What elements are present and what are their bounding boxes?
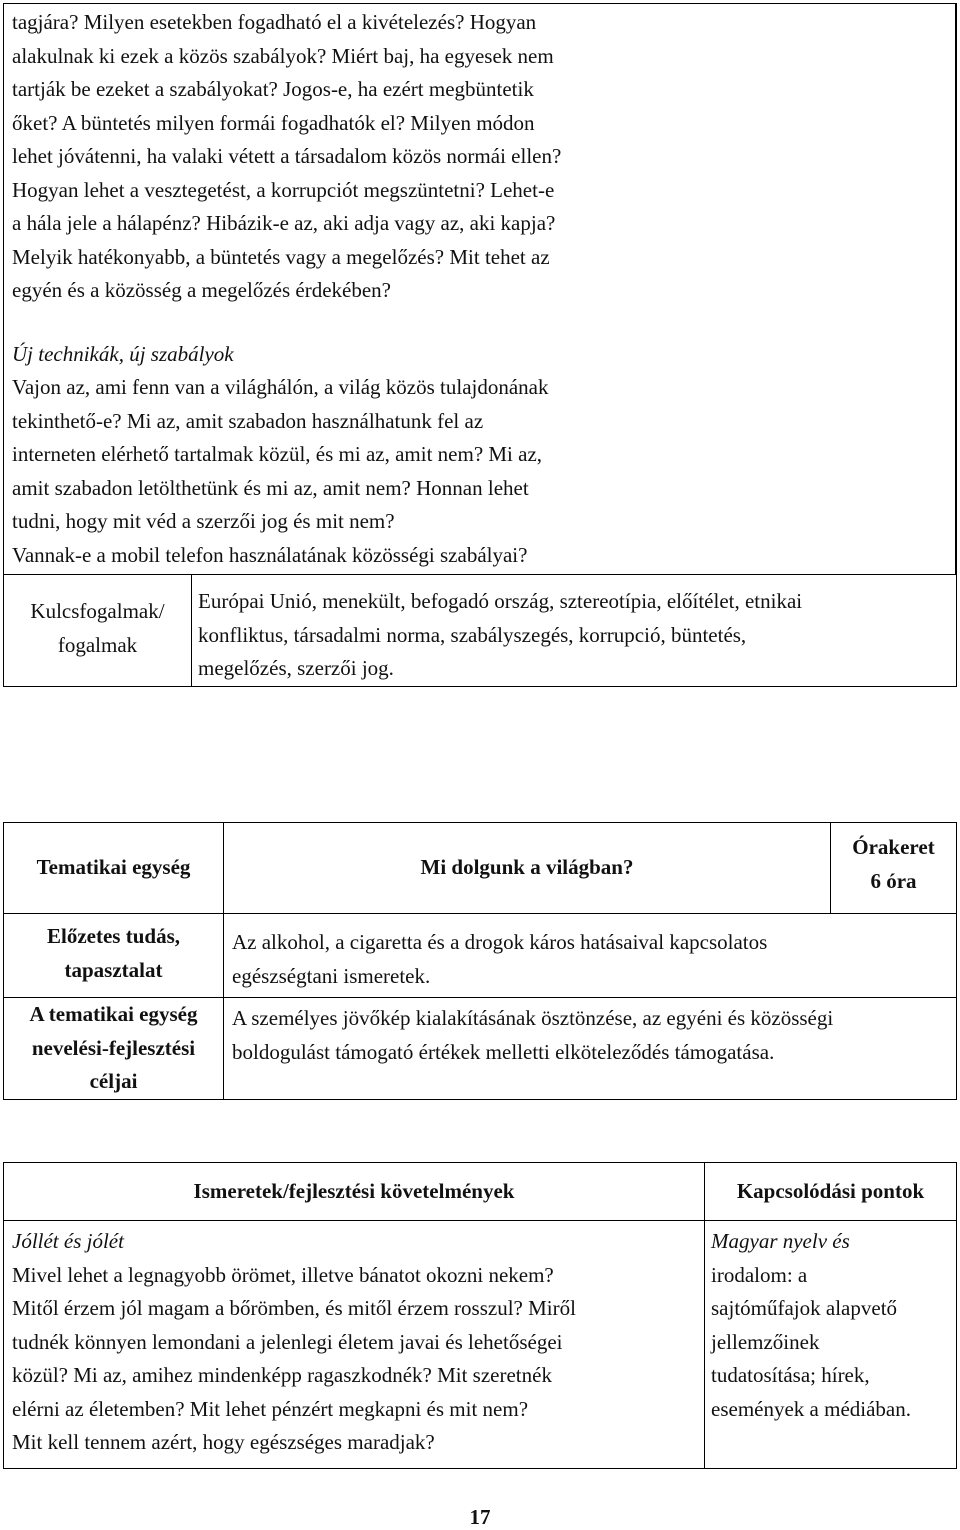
requirements-subheading: Jóllét és jólét	[12, 1229, 124, 1253]
text-line: Melyik hatékonyabb, a büntetés vagy a megelőzés? Mit tehet az	[12, 244, 550, 269]
unit-title: Mi dolgunk a világban?	[420, 855, 634, 880]
text-line: tagjára? Milyen esetekben fogadható el a kivételezés? Hogyan	[12, 10, 537, 34]
prior-text-cell	[224, 914, 957, 998]
prior-label-cell	[4, 914, 224, 998]
keywords-line: Európai Unió, menekült, befogadó ország, sztereotípia, előítélet, etnikai	[198, 589, 803, 613]
goals-label-cell	[4, 998, 224, 1100]
requirements-body-cell	[4, 1221, 705, 1469]
keywords-label: fogalmak	[57, 632, 138, 657]
keywords-cell	[192, 575, 957, 687]
text-line: a hála jele a hálapénz? Hibázik-e az, aki adja vagy az, aki kapja?	[12, 211, 556, 235]
requirements-header-cell	[4, 1163, 705, 1221]
prior-label: tapasztalat	[64, 957, 163, 982]
hours-cell	[831, 823, 957, 914]
unit-label: Tematikai egység	[36, 855, 191, 880]
link-line: jellemzőinek	[711, 1329, 820, 1354]
text-line: Mit kell tennem azért, hogy egészséges maradjak?	[12, 1430, 435, 1454]
unit-label-cell	[4, 823, 224, 914]
link-line: események a médiában.	[711, 1396, 911, 1421]
text-line: interneten elérhető tartalmak közül, és mi az, amit nem? Mi az,	[12, 442, 543, 466]
hours-label: Órakeret	[852, 835, 935, 859]
goals-text: A személyes jövőkép kialakításának ösztönzése, az egyéni és közösségi	[232, 1006, 834, 1030]
unit-title-cell	[224, 823, 831, 914]
link-line: tudatosítása; hírek,	[711, 1363, 870, 1387]
page-number: 17	[469, 1505, 491, 1529]
text-line: elérni az életemben? Mit lehet pénzért megkapni és mit nem?	[12, 1396, 529, 1421]
empty-side-cell	[955, 4, 957, 575]
text-line: tudnék könnyen lemondani a jelenlegi életem javai és lehetőségei	[12, 1329, 563, 1354]
links-header-cell	[705, 1163, 957, 1221]
unit-table	[3, 822, 957, 1100]
text-line: tudni, hogy mit véd a szerzői jog és mit nem?	[12, 509, 395, 533]
text-line: Mivel lehet a legnagyobb örömet, illetve bánatot okozni nekem?	[12, 1262, 554, 1287]
goals-label: A tematikai egység	[29, 1002, 198, 1026]
keywords-label-cell	[4, 575, 192, 687]
keywords-label: Kulcsfogalmak/	[30, 599, 165, 623]
requirements-table	[3, 1162, 957, 1469]
link-subject: Magyar nyelv és	[711, 1229, 850, 1253]
text-line: lehet jóvátenni, ha valaki vétett a társadalom közös normái ellen?	[12, 144, 562, 168]
subheading: Új technikák, új szabályok	[12, 341, 234, 366]
prior-text: egészségtani ismeretek.	[232, 963, 431, 988]
questions-cell	[4, 4, 956, 575]
text-line: Mitől érzem jól magam a bőrömben, és mitől érzem rosszul? Miről	[12, 1296, 576, 1320]
text-line: Vannak-e a mobil telefon használatának közösségi szabályai?	[12, 542, 528, 567]
text-line: Hogyan lehet a vesztegetést, a korrupciót megszüntetni? Lehet-e	[12, 177, 555, 202]
text-line: tekinthető-e? Mi az, amit szabadon használhatunk fel az	[12, 408, 484, 433]
hours-value: 6 óra	[870, 868, 917, 893]
links-header: Kapcsolódási pontok	[736, 1178, 925, 1203]
keywords-line: megelőzés, szerzői jog.	[198, 656, 394, 680]
text-line: tartják be ezeket a szabályokat? Jogos-e, ha ezért megbüntetik	[12, 77, 534, 101]
link-line: irodalom: a	[711, 1262, 808, 1287]
requirements-header: Ismeretek/fejlesztési követelmények	[193, 1178, 515, 1203]
content-table-1	[3, 3, 957, 687]
goals-label: nevelési-fejlesztési	[31, 1035, 196, 1060]
text-line: Vajon az, ami fenn van a világhálón, a világ közös tulajdonának	[12, 375, 549, 399]
goals-text-cell	[224, 998, 957, 1100]
text-line: amit szabadon letölthetünk és mi az, amit nem? Honnan lehet	[12, 475, 529, 500]
links-body-cell	[705, 1221, 957, 1469]
text-line: egyén és a közösség a megelőzés érdekében?	[12, 278, 391, 302]
goals-label: céljai	[89, 1069, 138, 1093]
text-line: őket? A büntetés milyen formái fogadhatók el? Milyen módon	[12, 110, 535, 135]
text-line: alakulnak ki ezek a közös szabályok? Miért baj, ha egyesek nem	[12, 43, 554, 68]
link-line: sajtóműfajok alapvető	[711, 1296, 898, 1320]
prior-text: Az alkohol, a cigaretta és a drogok káros hatásaival kapcsolatos	[232, 930, 768, 954]
goals-text: boldogulást támogató értékek melletti elköteleződés támogatása.	[232, 1039, 775, 1064]
text-line: közül? Mi az, amihez mindenképp ragaszkodnék? Mit szeretnék	[12, 1363, 552, 1387]
prior-label: Előzetes tudás,	[47, 924, 180, 948]
keywords-line: konfliktus, társadalmi norma, szabályszegés, korrupció, büntetés,	[198, 622, 747, 647]
